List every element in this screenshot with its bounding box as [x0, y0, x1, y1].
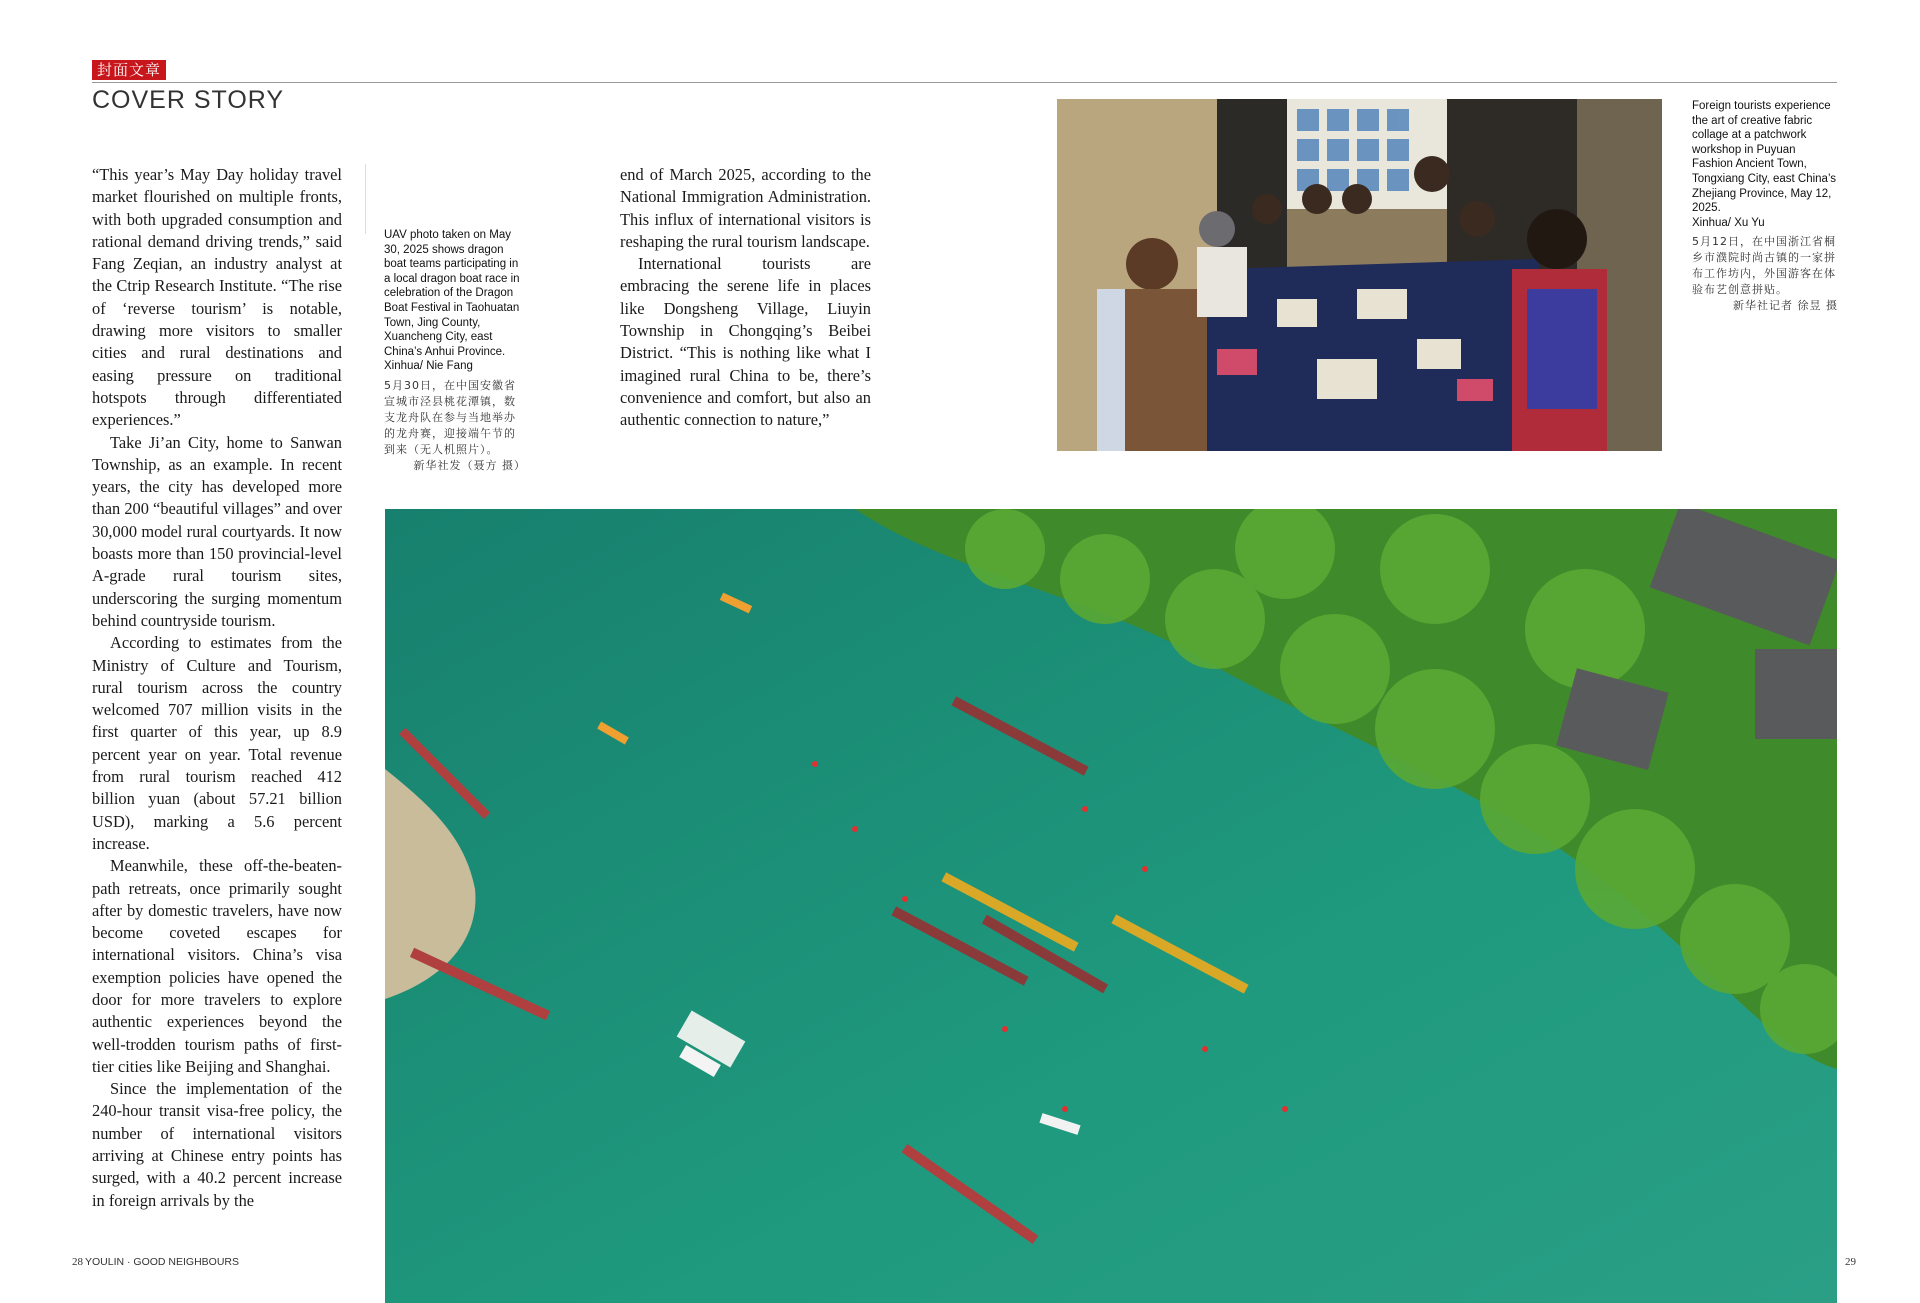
workshop-photo: [1057, 99, 1662, 451]
paragraph: According to estimates from the Ministry of Culture and Tourism, rural tourism across the country welcomed 707 million visits in the first quarter of this year, up 8.9 percent year on year. Total revenue from rural tourism reached 412 billion yuan (about 57.21 billion USD), marking a 5.6 percent increase.: [92, 633, 342, 853]
paragraph: Since the implementation of the 240-hour transit visa-free policy, the number of international visitors arriving at Chinese entry points has surged, with a 40.2 percent increase in foreign arrivals by the: [92, 1079, 342, 1210]
dragon-boat-caption: [384, 228, 526, 474]
caption-credit: Xinhua/ Xu Yu: [1692, 216, 1765, 229]
page-number-left: 28: [72, 1256, 83, 1268]
article-column-2: [620, 164, 871, 432]
column-divider: [365, 164, 366, 234]
caption-credit: Xinhua/ Nie Fang: [384, 360, 473, 373]
section-title: COVER STORY: [92, 86, 285, 114]
header-rule: [92, 82, 1837, 83]
page-number-right: 29: [1845, 1256, 1856, 1268]
caption-chinese: 5月12日，在中国浙江省桐乡市濮院时尚古镇的一家拼布工作坊内，外国游客在体验布艺创意拼贴。: [1692, 235, 1836, 297]
caption-chinese-credit: 新华社发（聂方 摄）: [413, 458, 526, 472]
section-tag: 封面文章: [92, 60, 166, 80]
paragraph: end of March 2025, according to the National Immigration Administration. This influx of international visitors is reshaping the rural tourism landscape.: [620, 165, 871, 251]
caption-chinese: 5月30日，在中国安徽省宣城市泾县桃花潭镇，数支龙舟队在参与当地举办的龙舟赛，迎接端午节的到来（无人机照片）。: [384, 378, 516, 456]
caption-english: UAV photo taken on May 30, 2025 shows dragon boat teams participating in a local dragon boat race in celebration of the Dragon Boat Festival in Taohuatan Town, Jing County, Xuancheng City, east China’s Anhui Province.: [384, 229, 520, 358]
magazine-name: YOULIN · GOOD NEIGHBOURS: [85, 1256, 240, 1268]
caption-english: Foreign tourists experience the art of creative fabric collage at a patchwork workshop in Puyuan Fashion Ancient Town, Tongxiang City, east China’s Zhejiang Province, May 12, 2025.: [1692, 100, 1837, 215]
paragraph: “This year’s May Day holiday travel market flourished on multiple fronts, with both upgraded consumption and rational demand driving trends,” said Fang Zeqian, an industry analyst at the Ctrip Research Institute. “The rise of ‘reverse tourism’ is notable, drawing more visitors to smaller cities and rural destinations and easing pressure on traditional hotspots through differentiated experiences.”: [92, 165, 342, 430]
workshop-caption: [1692, 99, 1838, 314]
paragraph: International tourists are embracing the serene life in places like Dongsheng Village, Liuyin Township in Chongqing’s Beibei District. “This is nothing like what I imagined rural China to be, there’s convenience and comfort, but also an authentic connection to nature,”: [620, 254, 871, 430]
dragon-boat-aerial-photo: [385, 509, 1837, 1303]
paragraph: Take Ji’an City, home to Sanwan Township, as an example. In recent years, the city has developed more than 200 “beautiful villages” and over 30,000 model rural courtyards. It now boasts more than 150 provincial-level A-grade rural tourism sites, underscoring the surging momentum behind countryside tourism.: [92, 432, 342, 630]
caption-chinese-credit: 新华社记者 徐昱 摄: [1733, 299, 1838, 313]
paragraph: Meanwhile, these off-the-beaten-path retreats, once primarily sought after by domestic travelers, have now become coveted escapes for international visitors. China’s visa exemption policies have opened the door for more travelers to explore authentic experiences beyond the well-trodden tourism paths of first-tier cities like Beijing and Shanghai.: [92, 856, 342, 1076]
article-column-1: [92, 164, 342, 1212]
